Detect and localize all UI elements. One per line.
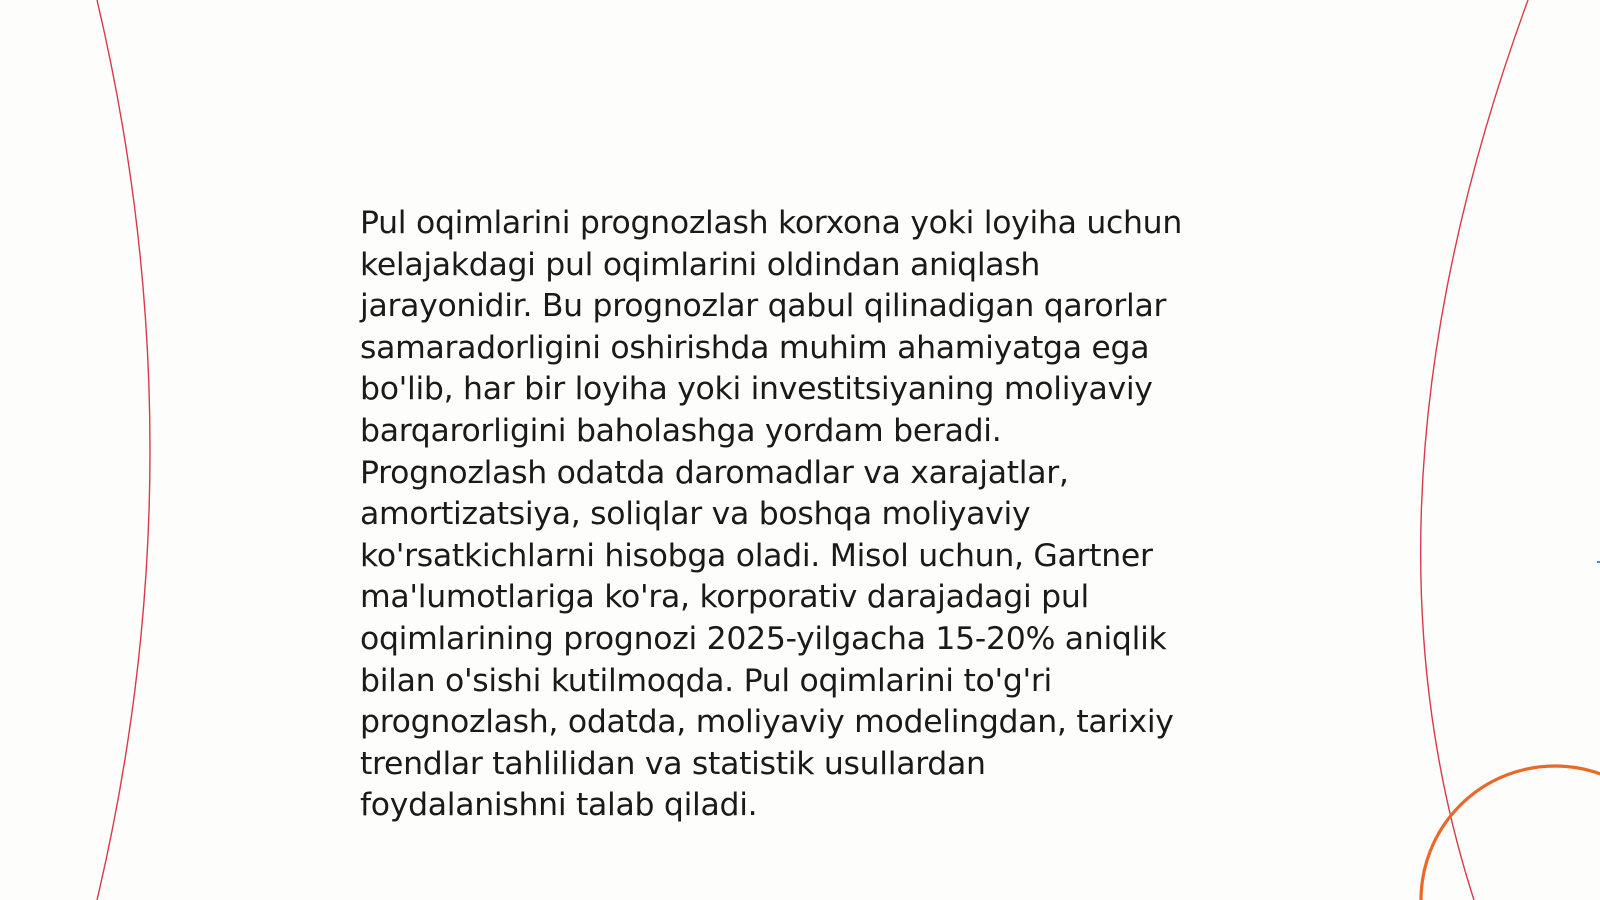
paragraph-line: jarayonidir. Bu prognozlar qabul qilinadigan qarorlar — [360, 288, 1167, 325]
body-paragraph — [360, 203, 1245, 827]
right-curve — [1421, 0, 1528, 900]
paragraph-line: bilan o'sishi kutilmoqda. Pul oqimlarini to'g'ri — [360, 662, 1052, 699]
paragraph-line: bo'lib, har bir loyiha yoki investitsiyaning moliyaviy — [360, 371, 1153, 408]
orange-circle-arc — [1421, 766, 1600, 900]
paragraph-line: Prognozlash odatda daromadlar va xarajatlar, — [360, 454, 1069, 491]
paragraph-line: foydalanishni talab qiladi. — [360, 787, 758, 824]
paragraph-line: ma'lumotlariga ko'ra, korporativ darajadagi pul — [360, 579, 1089, 616]
paragraph-line: samaradorligini oshirishda muhim ahamiyatga ega — [360, 329, 1150, 366]
paragraph-line: trendlar tahlilidan va statistik usullardan — [360, 745, 986, 782]
paragraph-line: kelajakdagi pul oqimlarini oldindan aniqlash — [360, 246, 1041, 283]
paragraph-line: amortizatsiya, soliqlar va boshqa moliyaviy — [360, 496, 1031, 533]
left-curve — [97, 0, 150, 900]
paragraph-line: oqimlarining prognozi 2025-yilgacha 15-20% aniqlik — [360, 620, 1167, 657]
paragraph-line: ko'rsatkichlarni hisobga oladi. Misol uchun, Gartner — [360, 537, 1153, 574]
paragraph-line: Pul oqimlarini prognozlash korxona yoki loyiha uchun — [360, 205, 1183, 241]
paragraph-line: barqarorligini baholashga yordam beradi. — [360, 412, 1002, 449]
paragraph-line: prognozlash, odatda, moliyaviy modelingdan, tarixiy — [360, 704, 1174, 741]
